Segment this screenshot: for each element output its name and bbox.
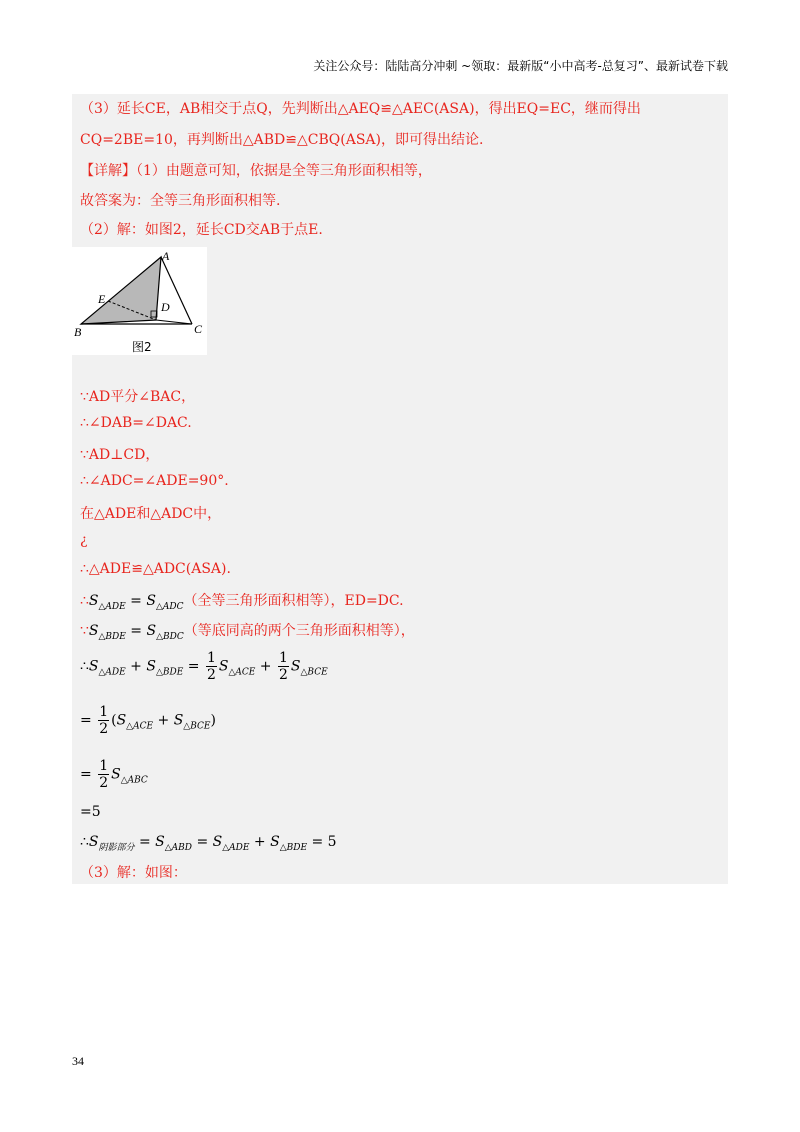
area-2-text: （等底同高的两个三角形面积相等）， — [183, 623, 415, 639]
label-C: C — [194, 322, 203, 336]
line-area-1: $\therefore S_{\triangle ADE} = S_{\triangle ADC}$（全等三角形面积相等），ED=DC. — [80, 593, 404, 612]
line-hint-2: CQ=2BE=10，再判断出△ABD≌△CBQ(ASA)，即可得出结论. — [80, 132, 484, 148]
area-1-text: （全等三角形面积相等），ED=DC. — [183, 593, 404, 609]
label-A: A — [162, 249, 170, 263]
label-B: B — [74, 325, 82, 339]
line-area-sum: $\therefore S_{\triangle ADE} + S_{\triangle BDE}$ = $\frac{1}{2}$ $S_{\triangle ACE}$ + $\frac{1}{2}$ $S_{\triangle BCE}$ — [80, 650, 328, 683]
line-congruent: ∴△ADE≌△ADC(ASA). — [80, 561, 231, 577]
line-placeholder-glyph: ¿ — [80, 532, 88, 548]
line-area-factor: = $\frac{1}{2}$ $(S_{\triangle ACE} + S_{\triangle BCE})$ — [80, 704, 216, 737]
label-E: E — [98, 292, 106, 306]
label-D: D — [161, 300, 170, 314]
solution-block — [72, 94, 728, 884]
line-answer: 故答案为：全等三角形面积相等. — [80, 193, 281, 209]
line-area-2: $\because S_{\triangle BDE} = S_{\triangle BDC}$（等底同高的两个三角形面积相等）， — [80, 623, 415, 642]
page-header: 关注公众号：陆陆高分冲刺 ~领取：最新版“小中高考-总复习”、最新试卷下载 — [313, 59, 728, 73]
line-given-2: ∵AD⊥CD， — [80, 447, 160, 463]
detail-tag: 【详解】 — [80, 163, 136, 179]
line-area-half: = $\frac{1}{2}$ $S_{\triangle ABC}$ — [80, 758, 148, 791]
line-part2: （2）解：如图2，延长CD交AB于点E. — [80, 222, 323, 238]
line-result: =5 — [80, 804, 101, 820]
triangle-diagram — [72, 247, 207, 355]
line-part3: （3）解：如图： — [80, 865, 187, 881]
line-detail-1 — [80, 160, 432, 180]
page-number: 34 — [72, 1054, 84, 1068]
figure-caption: 图2 — [132, 340, 152, 354]
line-hint-1: （3）延长CE，AB相交于点Q，先判断出△AEQ≌△AEC(ASA)，得出EQ=EC，继而得出 — [80, 101, 641, 117]
line-in-triangles: 在△ADE和△ADC中， — [80, 506, 222, 522]
line-given-1: ∵AD平分∠BAC， — [80, 389, 196, 405]
figure-2 — [72, 247, 207, 355]
line-shaded-area: $\therefore S_{阴影部分} = S_{\triangle ABD} = S_{\triangle ADE} + S_{\triangle BDE} = 5$ — [80, 834, 337, 853]
line-step-1: ∴∠DAB=∠DAC. — [80, 415, 192, 431]
detail-text: （1）由题意可知，依据是全等三角形面积相等， — [136, 163, 432, 179]
line-step-2: ∴∠ADC=∠ADE=90°. — [80, 473, 229, 489]
